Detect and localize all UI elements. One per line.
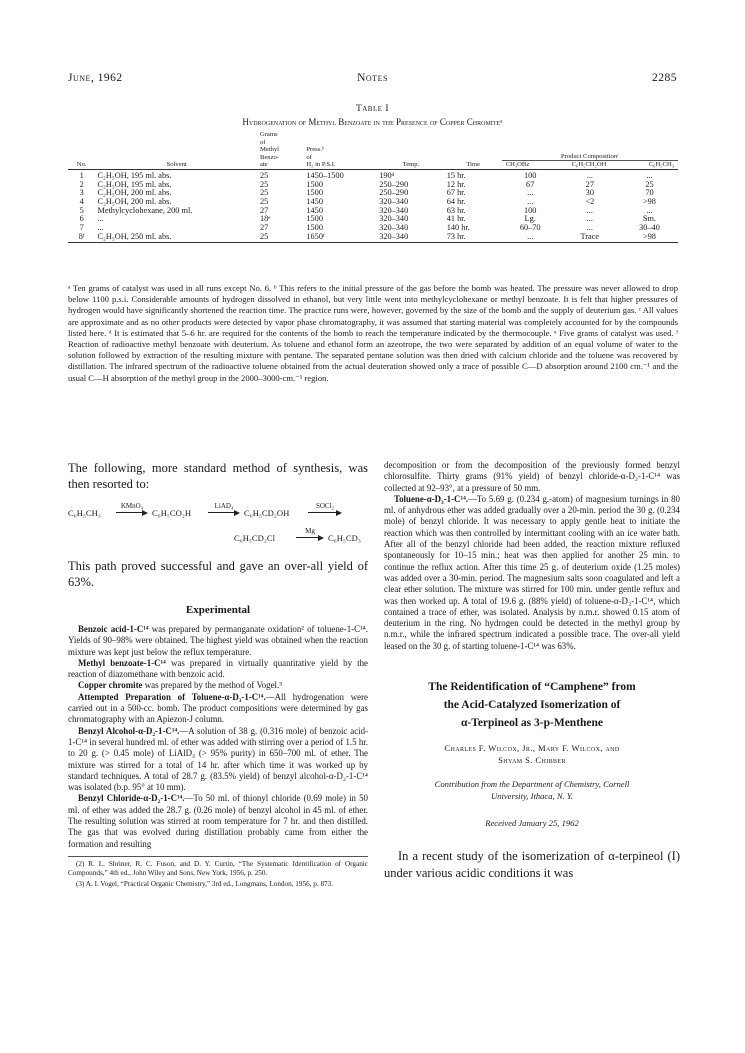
table-cell-no: 5 <box>79 205 84 215</box>
table-cell-p2: Trace <box>580 231 600 241</box>
table-cell-temp: 320–340 <box>379 214 409 224</box>
experimental-paragraph <box>68 624 368 658</box>
table-cell-pressure: 1450 <box>306 205 323 215</box>
table-cell-solvent: Methylcyclohexane, 200 ml. <box>97 205 193 215</box>
received-date: Received January 25, 1962 <box>485 818 579 829</box>
table-cell-p1: ... <box>527 197 534 206</box>
table-cell-no: 2 <box>79 179 84 189</box>
table-cell-p2: ... <box>586 205 593 215</box>
product-composition-label: Product Compositionᶜ <box>502 153 678 162</box>
table-cell-p3: 70 <box>645 188 654 198</box>
article-body: In a recent study of the isomerization of α-terpineol (I) under various acidic conditions it was <box>384 849 680 881</box>
experimental-paragraph <box>68 692 368 726</box>
header-section: Notes <box>357 72 388 84</box>
arrow-mg: Mg <box>296 529 324 538</box>
paragraph-heading: Copper chromite <box>78 680 143 691</box>
experimental-paragraph <box>68 793 368 849</box>
table-cell-time: 63 hr. <box>446 205 466 215</box>
table-cell-time: 41 hr. <box>446 214 466 224</box>
col-header-no: No. <box>76 161 87 169</box>
table-cell-grams: 25 <box>259 231 269 241</box>
table-cell-no: 7 <box>79 223 84 233</box>
table-cell-p1: 100 <box>523 170 537 180</box>
table-cell-time: 67 hr. <box>446 188 466 198</box>
table-cell-pressure: 1500 <box>306 223 323 233</box>
data-table <box>68 131 678 245</box>
table-cell-temp: 250–290 <box>379 188 409 198</box>
table-cell-grams: 25 <box>259 179 269 189</box>
table-cell-grams: 25 <box>259 188 269 198</box>
table-title: Table I <box>355 104 390 114</box>
paragraph-heading: Attempted Preparation of Toluene-α-D₃-1-C¹⁴. <box>78 691 266 702</box>
compound-toluene-d3: C₆H₅CD₃ <box>328 533 361 543</box>
table-cell-temp: 320–340 <box>379 231 409 241</box>
table-cell-solvent: C₂H₅OH, 195 ml. abs. <box>97 170 172 180</box>
page-number: 2285 <box>652 72 677 84</box>
affiliation: Contribution from the Department of Chemistry, Cornell University, Ithaca, N. Y. <box>434 779 630 802</box>
experimental-paragraph <box>68 658 368 681</box>
article-title: The Reidentification of “Camphene” from the Acid-Catalyzed Isomerization of α-Terpineol as 3-p-Menthene <box>428 681 636 730</box>
experimental-paragraphs <box>68 624 368 850</box>
table-cell-no: 3 <box>79 188 84 198</box>
table-cell-grams: 25 <box>259 197 269 206</box>
toluene-paragraph <box>384 494 680 652</box>
paragraph-heading: Benzyl Alcohol-α-D₂-1-C¹⁴. <box>78 725 180 736</box>
paragraph-text: —To 50 ml. of thionyl chloride (0.69 mole) in 50 ml. of ether was added the 28.7 g. (0.26 mole) of benzyl alcohol in 45 ml. of ether. The resulting solution was stirred at room temperature for 7 hr. and then distilled. The gas that was evolved during distillation probably came from either the formation and resulting <box>68 793 368 849</box>
col-header-products <box>502 131 678 169</box>
table-cell-no: 6 <box>79 214 84 224</box>
table-cell-temp: 320–340 <box>379 197 409 206</box>
table-cell-pressure: 1450–1500 <box>306 170 344 180</box>
table-cell-p3: >98 <box>642 197 656 206</box>
table-cell-p2: 30 <box>585 188 594 198</box>
table-cell-p2: 27 <box>585 179 594 189</box>
table-cell-p2: ... <box>586 170 593 180</box>
col-header-time: Time <box>466 161 481 169</box>
references <box>68 856 368 889</box>
table-body <box>68 172 678 245</box>
table-cell-pressure: 1450 <box>306 197 323 206</box>
table-cell-pressure: 1500 <box>306 179 323 189</box>
table-cell-p1: Lg. <box>524 214 536 224</box>
paragraph-text: was prepared by the method of Vogel.³ <box>142 680 282 691</box>
reference-2: (2) R. L. Shriner, R. C. Fuson, and D. Y. Curtin, “The Systematic Identification of Organic Compounds,” 4th ed., John Wiley and Sons, New York, 1956, p. 250. <box>68 859 368 878</box>
table-cell-p1: 100 <box>523 205 537 215</box>
arrow-kmno4: KMnO₄ <box>116 504 148 513</box>
col-header-solvent: Solvent <box>166 161 187 169</box>
authors: Charles F. Wilcox, Jr., Mary F. Wilcox, and Shyam S. Chibber <box>444 743 620 766</box>
toluene-text: —To 5.69 g. (0.234 g.-atom) of magnesium turnings in 80 ml. of anhydrous ether was added gradually over a 20-min. period the 30 g. (0.234 mole) of benzyl chloride. It was necessary to apply gentle heat to initiate the reaction which was then controlled by intermittant cooling with an ice water bath. After all of the benzyl chloride had been added, the reaction mixture refluxed spontaneously for 10–15 min.; heat was then applied for another 25 min. to continue the reflux action. After this time 25 g. of deuterium oxide (1.25 moles) was added over a 30-min. period. The magnesium salts soon coagulated and left a clear ether solution. The mixture was stirred for 100 min. under gentle reflux and was then worked up. A total of 19.6 g. (88% yield) of toluene-α-D₃-1-C¹⁴, which contained a trace of ether, was isolated. Analysis by n.m.r. showed 0.15 atom of deuterium in the ring. No hydrogen could be detected in the methyl group by n.m.r., while the infrared spectrum indicated a possible trace. The over-all yield leased on the 30 g. of starting toluene-1-C¹⁴ was 63%. <box>384 493 680 651</box>
table-row <box>68 233 678 242</box>
paragraph-text: was prepared in virtually quantitative yield by the reaction of diazomethane with benzoic acid. <box>68 657 368 680</box>
compound-benzyl-chloride: C₆H₅CD₂Cl <box>234 533 275 543</box>
paragraph-text: was prepared by permanganate oxidation² of toluene-1-C¹⁴. Yields of 90–98% were obtained. The highest yield was obtained when the reaction mixture was kept just below the reflux temperature. <box>68 624 368 657</box>
paragraph-text: —All hydrogenation were carried out in a 500-cc. bomb. The product compositions were determined by gas chromatography with an Apiezon-J column. <box>68 691 368 725</box>
table-cell-p2: <2 <box>585 197 595 206</box>
table-cell-temp: 320–340 <box>379 205 409 215</box>
paragraph-text: —A solution of 38 g. (0.316 mole) of benzoic acid-1-C¹⁴ in several hundred ml. of ether was added with stirring over a period of 1.5 hr. to 20 g. (> 0.45 mole) of LiAlD₄ (> 95% purity) in 650–700 ml. of ether. The mixture was stirred for a total of 14 hr. after which time it was worked up by standard techniques. A total of 28.7 g. (83.5% yield) of benzyl alcohol-α-D₂-1-C¹⁴ was isolated (b.p. 95° at 10 mm). <box>68 725 368 793</box>
table-cell-p2: ... <box>586 223 593 233</box>
table-cell-temp: 250–290 <box>379 179 409 189</box>
compound-benzoic-acid: C₆H₅CO₂H <box>152 508 192 518</box>
table-header-row <box>68 131 678 169</box>
table-bottom-rule <box>68 242 678 245</box>
arrow-socl2: SOCl₂ <box>308 504 342 513</box>
running-head <box>68 72 677 86</box>
table-cell-p2: ... <box>586 214 593 224</box>
table-cell-grams: 18ᵉ <box>259 214 271 224</box>
table-cell-temp: 190ᵈ <box>379 170 395 180</box>
table-caption: Hydrogenation of Methyl Benzoate in the Presence of Copper Chromiteᵃ <box>242 117 503 127</box>
table-cell-time: 64 hr. <box>446 197 466 206</box>
header-date: June, 1962 <box>68 72 123 84</box>
table-cell-temp: 320–340 <box>379 223 409 233</box>
table-cell-p3: 30–40 <box>639 223 660 233</box>
experimental-paragraph <box>68 726 368 794</box>
scheme-intro: The following, more standard method of synthesis, was then resorted to: <box>68 461 368 491</box>
toluene-heading: Toluene-α-D₃-1-C¹⁴. <box>394 493 468 504</box>
compound-benzyl-alcohol: C₆H₅CD₂OH <box>244 508 290 518</box>
table-cell-grams: 27 <box>259 205 269 215</box>
reference-3: (3) A. I. Vogel, “Practical Organic Chemistry,” 3rd ed., Longmans, London, 1956, p. 873. <box>76 879 334 888</box>
table-cell-time: 73 hr. <box>446 231 466 241</box>
reaction-scheme <box>68 500 368 558</box>
arrow-liad4: LiAD₄ <box>208 504 240 513</box>
section-title: Experimental <box>185 604 251 616</box>
table-cell-no: 8ᶠ <box>78 231 85 241</box>
table-cell-no: 4 <box>79 197 84 206</box>
table-cell-time: 15 hr. <box>446 170 466 180</box>
experimental-paragraph <box>68 680 368 691</box>
table-cell-no: 1 <box>79 170 84 180</box>
left-column <box>68 460 368 890</box>
col-header-pressure: Press.ᵇ of H₂ in P.S.I. <box>306 146 336 169</box>
table-cell-pressure: 1650ᶠ <box>306 231 325 241</box>
table-cell-p3: >98 <box>642 231 656 241</box>
compound-toluene: C₆H₅CH₃ <box>68 508 101 518</box>
table-cell-solvent: C₂H₅OH, 200 ml. abs. <box>97 188 172 198</box>
scheme-conclusion: This path proved successful and gave an over-all yield of 63%. <box>68 559 368 589</box>
paragraph-heading: Benzyl Chloride-α-D₂-1-C¹⁴. <box>78 793 185 804</box>
table-cell-time: 140 hr. <box>446 223 470 233</box>
col-header-p2: C₆H₅CH₂OH <box>571 161 607 169</box>
table-cell-solvent: ... <box>97 223 104 233</box>
table-cell-p3: Sm. <box>642 214 657 224</box>
continued-paragraph: decomposition or from the decomposition of the previously formed benzyl chlorosulfite. Thirty grams (91% yield) of benzyl chloride-α-D₂-1-C¹⁴ was collected at 92–93°, at a pressure of 50 mm. <box>384 460 680 493</box>
table-cell-pressure: 1500 <box>306 188 323 198</box>
table-footnotes: ᵃ Ten grams of catalyst was used in all runs except No. 6. ᵇ This refers to the initial pressure of the gas before the bomb was heated. The pressure was never allowed to drop below 1100 p.s.i. Considerable amounts of hydrogen dissolved in ethanol, but very little went into methylcyclohexane or methyl benzoate. It is felt that higher pressures of hydrogen would have significantly shortened the reaction time. The practice runs were, however, governed by the size of the bomb and the supply of deuterium gas. ᶜ All values are approximate and as no other products were detected by vapor phase chromatography, it was assumed that starting material was completely accounted for by the compounds listed here. ᵈ It is estimated that 5–6 hr. are required for the contents of the bomb to reach the temperature indicated by the thermocouple. ᵉ Five grams of catalyst was used. ᶠ Reaction of radioactive methyl benzoate with deuterium. As toluene and ethanol form an azeotrope, the two were separated by addition of an equal volume of water to the solution followed by extraction of the resulting mixture with pentane. The separated pentane solution was then dried with calcium chloride and the toluene was recovered by distillation. The infrared spectrum of the radioactive toluene obtained from the actual deuteration showed only a trace of possible C—D absorption around 2100 cm.⁻¹ and the usual C—H absorption of the methyl group in the 2000–3000-cm.⁻¹ region. <box>68 283 678 383</box>
table-cell-solvent: C₂H₅OH, 195 ml. abs. <box>97 179 172 189</box>
table-cell-grams: 25 <box>259 170 269 180</box>
right-column <box>384 460 680 882</box>
table-cell-p1: 60–70 <box>519 223 541 233</box>
table-cell-grams: 27 <box>259 223 269 233</box>
table-cell-solvent: C₂H₅OH, 200 ml. abs. <box>97 197 172 206</box>
paragraph-heading: Methyl benzoate-1-C¹⁴ <box>78 657 166 668</box>
table-cell-time: 12 hr. <box>446 179 466 189</box>
paragraph-heading: Benzoic acid-1-C¹⁴ <box>78 624 149 634</box>
col-header-grams: Grams of Methyl Benzo- ate <box>259 131 280 169</box>
table-cell-pressure: 1500 <box>306 214 323 224</box>
table-cell-solvent: C₂H₅OH, 250 ml. abs. <box>97 231 172 241</box>
table-cell-p3: ... <box>646 205 653 215</box>
col-header-p1: CH₃OBz <box>505 161 530 169</box>
table-cell-p1: 67 <box>526 179 535 189</box>
table-cell-p1: ... <box>527 231 534 241</box>
table-cell-p1: ... <box>527 188 534 198</box>
table-cell-p3: ... <box>646 170 653 180</box>
table-cell-p3: 25 <box>645 179 654 189</box>
table-cell-solvent: ... <box>97 214 104 224</box>
col-header-p3: C₆H₅CH₃ <box>648 161 674 169</box>
col-header-temp: Temp. <box>402 161 420 169</box>
